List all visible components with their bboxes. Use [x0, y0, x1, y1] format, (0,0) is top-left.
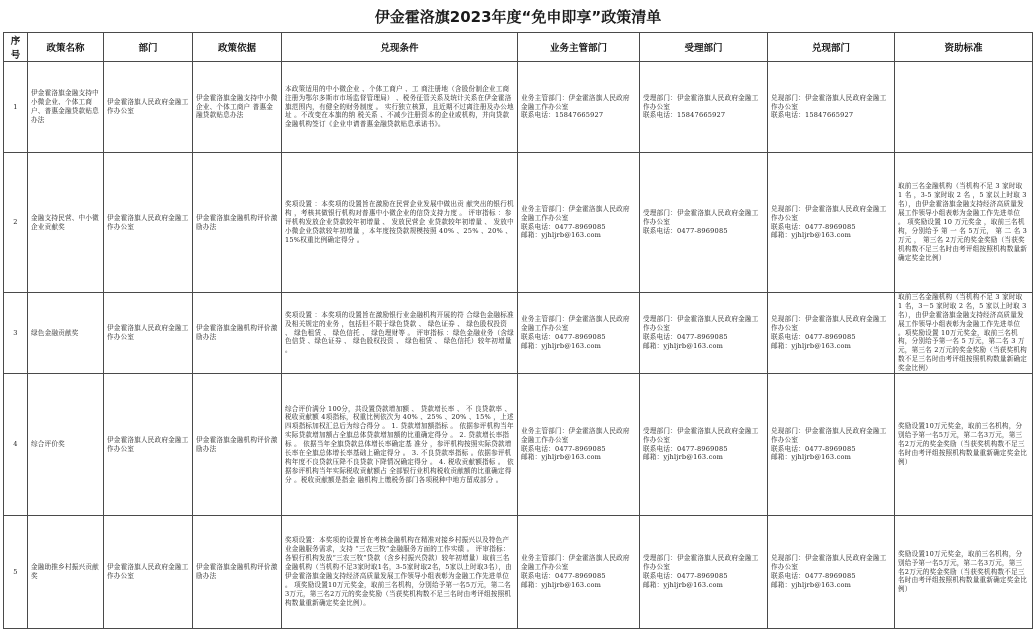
header-policy-basis: 政策依据: [193, 33, 282, 62]
cell-fulfillment: 兑现部门：伊金霍洛旗人民政府金融工作办公室 联系电话：0477-8969085 邮箱：yjhljrb@163.com: [768, 516, 895, 629]
cell-conditions: 奖项设置 ：本奖项的设置旨在激励在民营企业发展中做出贡 献突出的银行机构 ，考核其做银行机构对普惠中小微企业的信贷支持力度 。 评审指标 ：参评机构发放企业贷款较年初增量 、 发放民营企 业贷款较年初增量 、 发放中小微企业贷款较年初增量 ，本年度按贷款规模按照 40% 、25% 、20% 、15%权重比例确定得分 。: [282, 153, 518, 293]
header-funding-standard: 资助标准: [895, 33, 1033, 62]
cell-funding-standard: [895, 62, 1033, 153]
cell-funding-standard: 奖励设置10万元奖金，取前三名机构，分别给予第一名5万元，第二名3万元，第三名2万元的奖金奖励（当获奖机构数不足三名时由考评组按照机构数量重新确定奖金比例）: [895, 516, 1033, 629]
cell-conditions: 综合评价满分 100分，共设置贷款增加额 、 贷款增长率 、 不 良贷款率 、 税收贡献额 4项指标，权重比例依次为 40% 、25% 、20% 、15% ，上述四项指标加权汇总后为综合得分 。 1. 贷款增加额指标 。 依据参评机构当年实际贷款增加额占全旗总体贷款增加额的比重确定得分 。 2. 贷款增长率指标 。 依据当年全旗贷款总体增长率确定基 准分 ，参评机构按照实际贷款增长率在全旗总体增长率基础上确定得分 。 3. 不良贷款率指标 。依据参评机构年度不良贷款压降不良贷款下降情况确定得分 。 4. 税收贡献额指标 。 依据参评机构当年实际税收贡献额占 全部银行业机构税收贡献额的比重确定得分 。税收贡献额是指金 融机构上缴税务部门各项税种中地方留成部分 。: [282, 374, 518, 516]
header-seq: 序号: [4, 33, 28, 62]
cell-supervisor: 业务主管部门：伊金霍洛旗人民政府金融工作办公室 联系电话：0477-8969085 邮箱：yjhljrb@163.com: [518, 293, 640, 374]
cell-policy-name: 金融助推乡村振兴贡献奖: [28, 516, 104, 629]
cell-seq: 2: [4, 153, 28, 293]
cell-policy-name: 综合评价奖: [28, 374, 104, 516]
cell-funding-standard: 取前三名金融机构（当机构不足 3 家时取 1 名，3－5 家时取 2 名，5 家以上时取 3 名），由伊金霍洛旗金融支持经济高质量发展工作领导小组表彰为金融工作先进单位 。项奖励设置 10万元奖金，取前三名机构，分别给予第一名 5 万元，第二名 3 万元，第三名 2万元的奖金奖励（当获奖机构数不足三名时由考评组按照机构数量新确定奖金比例）: [895, 293, 1033, 374]
cell-policy-basis: 伊金霍洛旗金融机构评价激励办法: [193, 516, 282, 629]
cell-supervisor: 业务主管部门：伊金霍洛旗人民政府金融工作办公室 联系电话：15847665927: [518, 62, 640, 153]
cell-department: 伊金霍洛旗人民政府金融工作办公室: [104, 516, 193, 629]
cell-policy-basis: 伊金霍洛旗金融机构评价激励办法: [193, 374, 282, 516]
cell-fulfillment: 兑现部门：伊金霍洛旗人民政府金融工作办公室 联系电话：0477-8969085 邮箱：yjhljrb@163.com: [768, 374, 895, 516]
cell-seq: 1: [4, 62, 28, 153]
cell-supervisor: 业务主管部门：伊金霍洛旗人民政府金融工作办公室 联系电话：0477-8969085 邮箱：yjhljrb@163.com: [518, 374, 640, 516]
cell-fulfillment: 兑现部门：伊金霍洛旗人民政府金融工作办公室 联系电话：15847665927: [768, 62, 895, 153]
cell-department: 伊金霍洛旗人民政府金融工作办公室: [104, 62, 193, 153]
document-title: 伊金霍洛旗2023年度“免申即享”政策清单: [374, 7, 662, 26]
policy-table: [3, 32, 1033, 629]
cell-acceptance: 受理部门：伊金霍洛旗人民政府金融工作办公室 联系电话：0477-8969085 邮箱：yjhljrb@163.com: [640, 516, 768, 629]
cell-department: 伊金霍洛旗人民政府金融工作办公室: [104, 293, 193, 374]
table-row: [4, 293, 1033, 374]
table-row: [4, 516, 1033, 629]
cell-policy-name: 绿色金融贡献奖: [28, 293, 104, 374]
cell-seq: 3: [4, 293, 28, 374]
cell-supervisor: 业务主管部门：伊金霍洛旗人民政府金融工作办公室 联系电话：0477-8969085 邮箱：yjhljrb@163.com: [518, 516, 640, 629]
header-acceptance: 受理部门: [640, 33, 768, 62]
cell-policy-basis: 伊金霍洛旗金融机构评价激励办法: [193, 153, 282, 293]
cell-conditions: 本政策适用的中小微企业 、个体工商户 、工 商注册地（含股份制企业工商注册为鄂尔多斯市市场监督管理局） 、税务征管关系及统计关系在伊金霍洛旗范围内，有健全的财务制度 。 实行独立核算，且近期不过离注册及办公地址 。不改变在本旗的纳 税关系 、不减少注册资本的企业或机构，并向贷款金融机构签订《企业申请普惠金融贷款贴息承诺书》。: [282, 62, 518, 153]
table-header-row: [4, 33, 1033, 62]
cell-seq: 4: [4, 374, 28, 516]
cell-seq: 5: [4, 516, 28, 629]
header-conditions: 兑现条件: [282, 33, 518, 62]
cell-funding-standard: 取前三名金融机构（当机构不足 3 家时取 1 名 ，3-5 家时取 2 名 ，5 家以上时取 3 名），由伊金霍洛旗金融支持经济高质量发展工作领导小组表彰为金融工作先进单位 。 项奖励设置 10 万元奖金 ，取前三名机构，分别给予 第 一 名 5万元， 第 二 名 3万元 ， 第三名 2万元的奖金奖励（当获奖机构数不足三名时由考评组按照机构数量新确定奖金比例）: [895, 153, 1033, 293]
table-row: [4, 62, 1033, 153]
header-fulfillment: 兑现部门: [768, 33, 895, 62]
cell-fulfillment: 兑现部门：伊金霍洛旗人民政府金融工作办公室 联系电话：0477-8969085 邮箱：yjhljrb@163.com: [768, 293, 895, 374]
cell-policy-name: 金融支持民营、中小微企业贡献奖: [28, 153, 104, 293]
table-row: [4, 374, 1033, 516]
table-row: [4, 153, 1033, 293]
cell-policy-name: 伊金霍洛旗金融支持中小微企业、个体工商户、普惠金融贷款贴息办法: [28, 62, 104, 153]
header-department: 部门: [104, 33, 193, 62]
cell-conditions: 奖项设置 ：本奖项的设置旨在激励银行业金融机构开展的符 合绿色金融标准及相关规定的业务 ，包括但不限于绿色贷款 、 绿色证券 、 绿色股权投资 、 绿色租赁 、 绿色信托 、 绿色理财等 。 评审指标 ：绿色金融业务（含绿色信贷 、绿色证券 、 绿色股权投资 、 绿色租赁 、 绿色信托）较年初增量 。: [282, 293, 518, 374]
cell-supervisor: 业务主管部门：伊金霍洛旗人民政府金融工作办公室 联系电话：0477-8969085 邮箱：yjhljrb@163.com: [518, 153, 640, 293]
cell-department: 伊金霍洛旗人民政府金融工作办公室: [104, 153, 193, 293]
cell-fulfillment: 兑现部门：伊金霍洛旗人民政府金融工作办公室 联系电话：0477-8969085 邮箱：yjhljrb@163.com: [768, 153, 895, 293]
header-policy-name: 政策名称: [28, 33, 104, 62]
cell-acceptance: 受理部门：伊金霍洛旗人民政府金融工作办公室 联系电话：0477-8969085: [640, 153, 768, 293]
cell-department: 伊金霍洛旗人民政府金融工作办公室: [104, 374, 193, 516]
cell-policy-basis: 伊金霍洛旗金融支持中小微企业、个体工商户 普惠金融贷款贴息办法: [193, 62, 282, 153]
cell-funding-standard: 奖励设置10万元奖金，取前三名机构，分别给予第一名5万元，第二名3万元，第三名2万元的奖金奖励（当获奖机构数不足三名时由考评组按照机构数量重新确定奖金比例）: [895, 374, 1033, 516]
cell-acceptance: 受理部门：伊金霍洛旗人民政府金融工作办公室 联系电话：0477-8969085 邮箱：yjhljrb@163.com: [640, 374, 768, 516]
header-supervisor: 业务主管部门: [518, 33, 640, 62]
cell-acceptance: 受理部门：伊金霍洛旗人民政府金融工作办公室 联系电话：15847665927: [640, 62, 768, 153]
cell-conditions: 奖项设置：本奖项的设置旨在考核金融机构在精准对接乡村振兴以及特色产业金融服务需求，支持 “三农三牧”金融服务方面的工作实绩 。 评审指标：各银行机构发放“三农三牧”贷款（含乡村振兴贷款）较年初增量）取前三名金融机构（当机构不足3家时取1名，3-5家时取2名，5家以上时取3名），由伊金霍洛旗金融支持经济高质量发展工作领导小组表彰为金融工作先进单位 。 项奖励设置10万元奖金，取前三名机构，分别给予第一名5万元，第二名3万元，第三名2万元的奖金奖励（当获奖机构数不足三名时由考评组按照机构数量重新确定奖金比例）。: [282, 516, 518, 629]
cell-policy-basis: 伊金霍洛旗金融机构评价激励办法: [193, 293, 282, 374]
cell-acceptance: 受理部门：伊金霍洛旗人民政府金融工作办公室 联系电话：0477-8969085 邮箱：yjhljrb@163.com: [640, 293, 768, 374]
